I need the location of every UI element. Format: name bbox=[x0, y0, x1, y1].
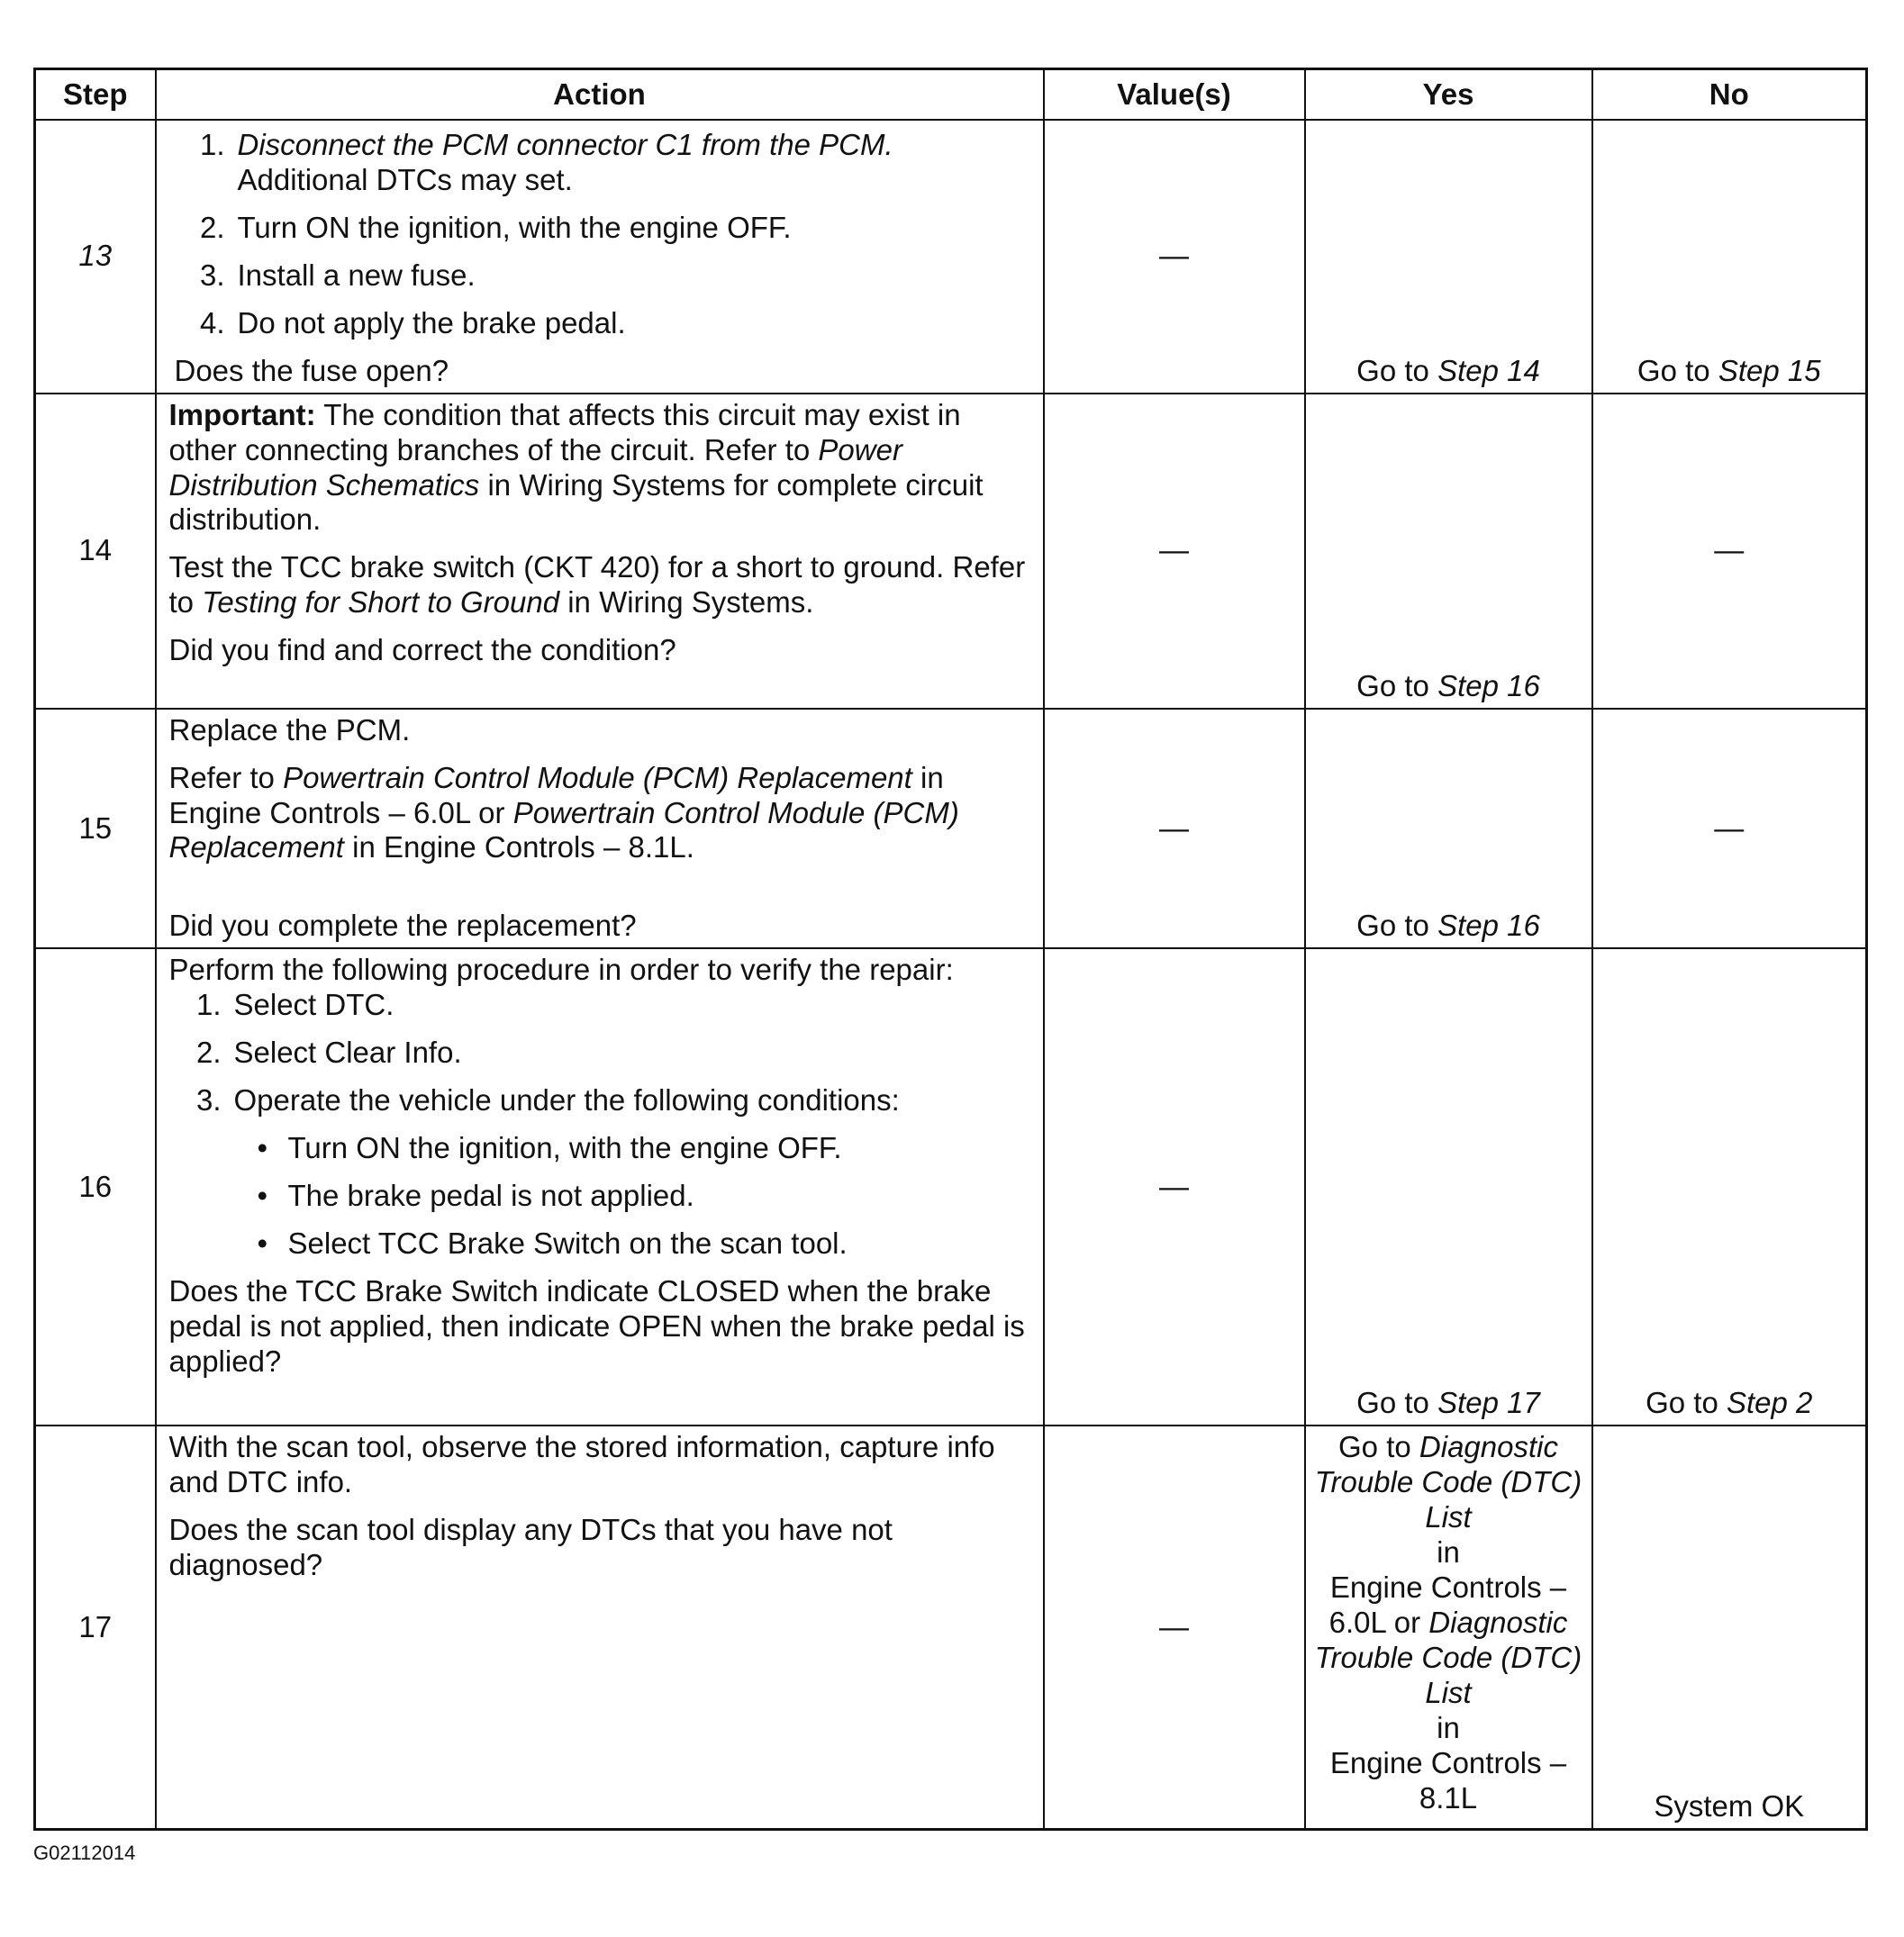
item-text: Operate the vehicle under the following conditions: bbox=[233, 1083, 900, 1118]
value-cell: — bbox=[1044, 1426, 1305, 1829]
item-number: 3. bbox=[199, 258, 225, 292]
goto-label: Go to bbox=[1356, 909, 1429, 943]
goto-label: Go to bbox=[1338, 1430, 1411, 1464]
item-number: 2. bbox=[195, 1036, 222, 1070]
header-row bbox=[35, 69, 1867, 121]
question-text: Does the fuse open? bbox=[174, 353, 449, 387]
reference-link[interactable]: Testing for Short to Ground bbox=[202, 585, 560, 620]
instruction-text: With the scan tool, observe the stored information, capture info and DTC info. bbox=[168, 1430, 995, 1499]
header-step: Step bbox=[35, 69, 156, 121]
no-cell: System OK bbox=[1592, 1426, 1867, 1829]
instruction-text: Refer to bbox=[168, 760, 284, 794]
item-text: Select DTC. bbox=[233, 988, 394, 1022]
connector-text: in bbox=[1437, 1710, 1460, 1744]
reference-link[interactable]: Powertrain Control Module (PCM) Replacement bbox=[283, 760, 912, 794]
bullet-item bbox=[258, 1131, 1030, 1166]
list-item bbox=[180, 306, 1030, 341]
no-cell: — bbox=[1592, 394, 1867, 709]
yes-cell bbox=[1305, 394, 1592, 709]
goto-link[interactable]: Step 2 bbox=[1726, 1386, 1813, 1420]
list-item bbox=[177, 1036, 1030, 1071]
item-text: Do not apply the brake pedal. bbox=[237, 305, 626, 339]
value-cell: — bbox=[1044, 120, 1305, 394]
diagnostic-table bbox=[33, 68, 1868, 1831]
refer-text bbox=[169, 761, 1030, 866]
goto-link[interactable]: Step 16 bbox=[1437, 909, 1540, 943]
goto-label: Go to bbox=[1356, 353, 1429, 387]
header-values: Value(s) bbox=[1044, 69, 1305, 121]
bullet-item bbox=[258, 1226, 1030, 1262]
action-cell bbox=[156, 120, 1044, 394]
goto-link[interactable]: Step 15 bbox=[1718, 353, 1821, 387]
no-cell bbox=[1592, 120, 1867, 394]
bullet-text: Select TCC Brake Switch on the scan tool. bbox=[287, 1226, 848, 1260]
list-item bbox=[180, 258, 1030, 294]
action-cell bbox=[156, 1426, 1044, 1829]
question-text: Did you complete the replacement? bbox=[168, 909, 637, 943]
important-note bbox=[169, 398, 1030, 539]
question-text: Did you find and correct the condition? bbox=[168, 633, 676, 667]
step-number: 17 bbox=[35, 1426, 156, 1829]
item-text: Select Clear Info. bbox=[233, 1036, 462, 1070]
no-cell: — bbox=[1592, 709, 1867, 949]
action-cell bbox=[156, 394, 1044, 709]
header-no: No bbox=[1592, 69, 1867, 121]
goto-label: Go to bbox=[1356, 1386, 1429, 1420]
header-yes: Yes bbox=[1305, 69, 1592, 121]
list-item bbox=[180, 211, 1030, 246]
list-item bbox=[180, 128, 1030, 198]
reference-link[interactable]: Powertrain Control Module (PCM) Replacement bbox=[168, 795, 959, 864]
question-text: Does the TCC Brake Switch indicate CLOSED when the brake pedal is not applied, then indicate OPEN when the brake pedal is applied? bbox=[168, 1273, 1025, 1378]
value-cell: — bbox=[1044, 948, 1305, 1426]
question-text: Does the scan tool display any DTCs that you have not diagnosed? bbox=[168, 1513, 893, 1582]
bullet-icon: • bbox=[257, 1131, 268, 1165]
bullet-text: The brake pedal is not applied. bbox=[287, 1179, 694, 1212]
goto-label: Go to bbox=[1646, 1386, 1718, 1420]
item-text bbox=[238, 128, 893, 198]
action-cell bbox=[156, 709, 1044, 949]
instruction-text: Replace the PCM. bbox=[168, 712, 411, 747]
item-number: 4. bbox=[199, 305, 225, 339]
step-number: 15 bbox=[35, 709, 156, 949]
table-row bbox=[35, 394, 1867, 709]
table-row bbox=[35, 120, 1867, 394]
goto-link[interactable]: Step 17 bbox=[1437, 1386, 1540, 1420]
no-cell bbox=[1592, 948, 1867, 1426]
reference-link[interactable]: Power Distribution Schematics bbox=[168, 432, 902, 502]
step-number: 16 bbox=[35, 948, 156, 1426]
item-number: 3. bbox=[195, 1083, 222, 1118]
bullet-item bbox=[258, 1179, 1030, 1214]
connector-text: Engine Controls – 6.0L or bbox=[1328, 1570, 1567, 1639]
goto-label: Go to bbox=[1637, 353, 1710, 387]
value-cell: — bbox=[1044, 709, 1305, 949]
item-text: Turn ON the ignition, with the engine OFF. bbox=[237, 210, 792, 244]
yes-cell bbox=[1305, 120, 1592, 394]
figure-code: G02112014 bbox=[33, 1842, 136, 1864]
item-number: 1. bbox=[195, 988, 222, 1022]
note-text: The condition that affects this circuit may exist in other connecting branches of the circuit. Refer to bbox=[168, 397, 961, 466]
yes-cell bbox=[1305, 709, 1592, 949]
instruction-text: in Wiring Systems. bbox=[559, 585, 814, 620]
step-number: 13 bbox=[35, 120, 156, 394]
table-row bbox=[35, 1426, 1867, 1829]
table-row bbox=[35, 709, 1867, 949]
goto-label: Go to bbox=[1356, 668, 1429, 702]
note-text: in Wiring Systems for complete circuit distribution. bbox=[168, 467, 984, 537]
value-cell: — bbox=[1044, 394, 1305, 709]
important-label: Important: bbox=[168, 397, 316, 431]
item-text: Install a new fuse. bbox=[237, 258, 476, 292]
intro-text: Perform the following procedure in order to verify the repair: bbox=[168, 953, 954, 987]
step-number: 14 bbox=[35, 394, 156, 709]
reference-link[interactable]: Diagnostic Trouble Code (DTC) List bbox=[1314, 1430, 1582, 1534]
item-number: 1. bbox=[199, 128, 225, 161]
instruction-text: in Engine Controls – 8.1L. bbox=[343, 830, 694, 864]
item-text-line: Additional DTCs may set. bbox=[237, 162, 573, 196]
instruction-text: in Engine Controls – 6.0L or bbox=[168, 760, 944, 829]
instruction-text: Test the TCC brake switch (CKT 420) for a short to ground. Refer to bbox=[168, 550, 1026, 620]
goto-link[interactable]: Step 14 bbox=[1437, 353, 1540, 387]
yes-cell bbox=[1305, 1426, 1592, 1829]
connector-text: in bbox=[1437, 1535, 1460, 1570]
goto-link[interactable]: Step 16 bbox=[1437, 668, 1540, 702]
action-cell bbox=[156, 948, 1044, 1426]
bullet-icon: • bbox=[257, 1226, 268, 1260]
list-item bbox=[177, 988, 1030, 1023]
connector-text: Engine Controls – 8.1L bbox=[1329, 1745, 1567, 1815]
item-text-line: Disconnect the PCM connector C1 from the PCM. bbox=[237, 128, 893, 161]
table-row bbox=[35, 948, 1867, 1426]
bullet-icon: • bbox=[257, 1179, 268, 1212]
bullet-text: Turn ON the ignition, with the engine OFF. bbox=[287, 1131, 842, 1165]
yes-cell bbox=[1305, 948, 1592, 1426]
item-number: 2. bbox=[199, 210, 225, 244]
reference-link[interactable]: Diagnostic Trouble Code (DTC) List bbox=[1314, 1606, 1582, 1709]
test-instruction bbox=[169, 550, 1030, 620]
list-item bbox=[177, 1083, 1030, 1118]
header-action: Action bbox=[156, 69, 1044, 121]
